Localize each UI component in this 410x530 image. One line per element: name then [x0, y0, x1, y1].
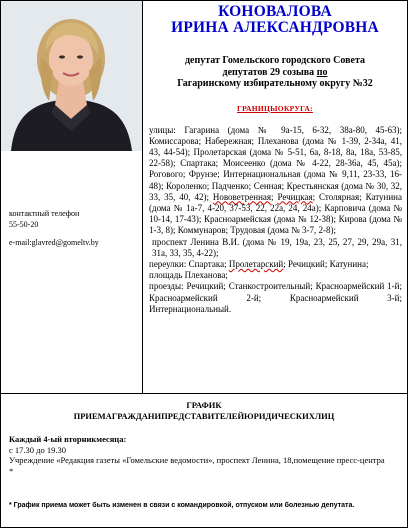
boundaries-streets	[149, 125, 402, 237]
deputy-title-line2-underlined: по	[316, 66, 328, 78]
lanes-part-a: переулки: Спартака;	[149, 258, 229, 269]
deputy-given-names: ИРИНА АЛЕКСАНДРОВНА	[171, 19, 379, 36]
phone-label: контактный телефон	[9, 209, 80, 218]
portrait-image	[1, 1, 142, 151]
contact-block	[9, 209, 139, 249]
deputy-photo	[1, 1, 142, 151]
schedule-place: Учреждение «Редакция газеты «Гомельские ведомости», проспект Ленина, 18,помещение пресс-центра	[9, 455, 385, 465]
lanes-part-c: ; Речицкий; Катунина;	[283, 258, 369, 269]
deputy-title-line3: Гагаринскому избирательному округу №32	[177, 78, 373, 89]
deputy-title-line2	[151, 67, 399, 79]
boundaries-passages: проезды: Речицкий; Станкостроительный; Красноармейский 1-й; Красноармейский 2-й; Красноармейский 3-й; Интернациональный.	[149, 281, 402, 314]
email-address[interactable]: e-mail:glavred@gomeltv.by	[9, 238, 99, 247]
schedule-heading	[1, 400, 407, 422]
phone-number: 55-50-20	[9, 219, 39, 229]
boundaries-lanes	[149, 259, 402, 270]
boundaries-avenue: проспект Ленина В.И. (дома № 19, 19а, 23, 25, 27, 29, 29а, 31, 31а, 33, 35, 4-22);	[152, 236, 402, 258]
deputy-title-line1: депутат Гомельского городского Совета	[184, 55, 366, 66]
deputy-surname: КОНОВАЛОВА	[218, 3, 332, 20]
left-column	[1, 1, 143, 393]
right-column	[143, 1, 407, 393]
streets-part-c: ;	[271, 191, 278, 202]
streets-part-b: Нововетренная	[212, 191, 272, 202]
streets-part-e: ; Столярная; Катунина (дома № 1а-7, 4-20, 37-53, 22, 22а, 24, 24а); Карповича (дома № 10-14, 17-43); Красноармейская (дома № 12-38); Кирова (дома № 1-3, 8); Коммунаров; Трудовая (дома № 3-7, 2-8);	[149, 191, 402, 236]
schedule-footnote: * График приема может быть изменен в связи с командировкой, отпуском или болезнью депутата.	[9, 502, 355, 509]
schedule-subtitle: ПРИЕМАГРАЖДАНИПРЕДСТАВИТЕЛЕЙЮРИДИЧЕСКИХЛИЦ	[73, 411, 335, 421]
schedule-body	[9, 434, 399, 476]
boundaries-text	[149, 125, 402, 315]
boundaries-square: площадь Плеханова;	[149, 270, 228, 281]
schedule-title: ГРАФИК	[186, 400, 222, 410]
schedule-time: с 17.30 до 19.30	[9, 444, 66, 455]
boundaries-heading: ГРАНИЦЫОКРУГА:	[237, 103, 313, 113]
schedule-star: *	[9, 465, 14, 476]
streets-part-a: улицы: Гагарина (дома № 9а-15, 6-32, 38а-80, 45-63); Комиссарова; Набережная; Плеханова (дома № 1-39, 2-34а, 41, 43, 44-54); Пролетарская (дома № 5-51, 6а, 8-18, 8а, 18а, 53-85, 22-58); Спартака; Моисеенко (дома № 4-22, 28-36а, 45, 45а); Рогового; Фрунзе; Интернациональная (дома № 9,11, 23-33, 16-48); Короленко; Падченко; Сенная; Крестьянская (дома № 30, 32, 33, 35, 40, 42);	[149, 124, 402, 202]
deputy-title-line2-text: депутатов 29 созыва	[222, 66, 317, 78]
reception-schedule	[1, 394, 407, 529]
schedule-day	[9, 434, 399, 445]
top-section	[1, 1, 407, 394]
schedule-day-text: Каждый 4-ый вторникмесяца:	[9, 434, 127, 444]
deputy-name	[143, 4, 407, 36]
deputy-title	[151, 55, 399, 90]
lanes-part-b: Пролетарский	[228, 258, 284, 269]
streets-part-d: Речицкая	[277, 191, 313, 202]
